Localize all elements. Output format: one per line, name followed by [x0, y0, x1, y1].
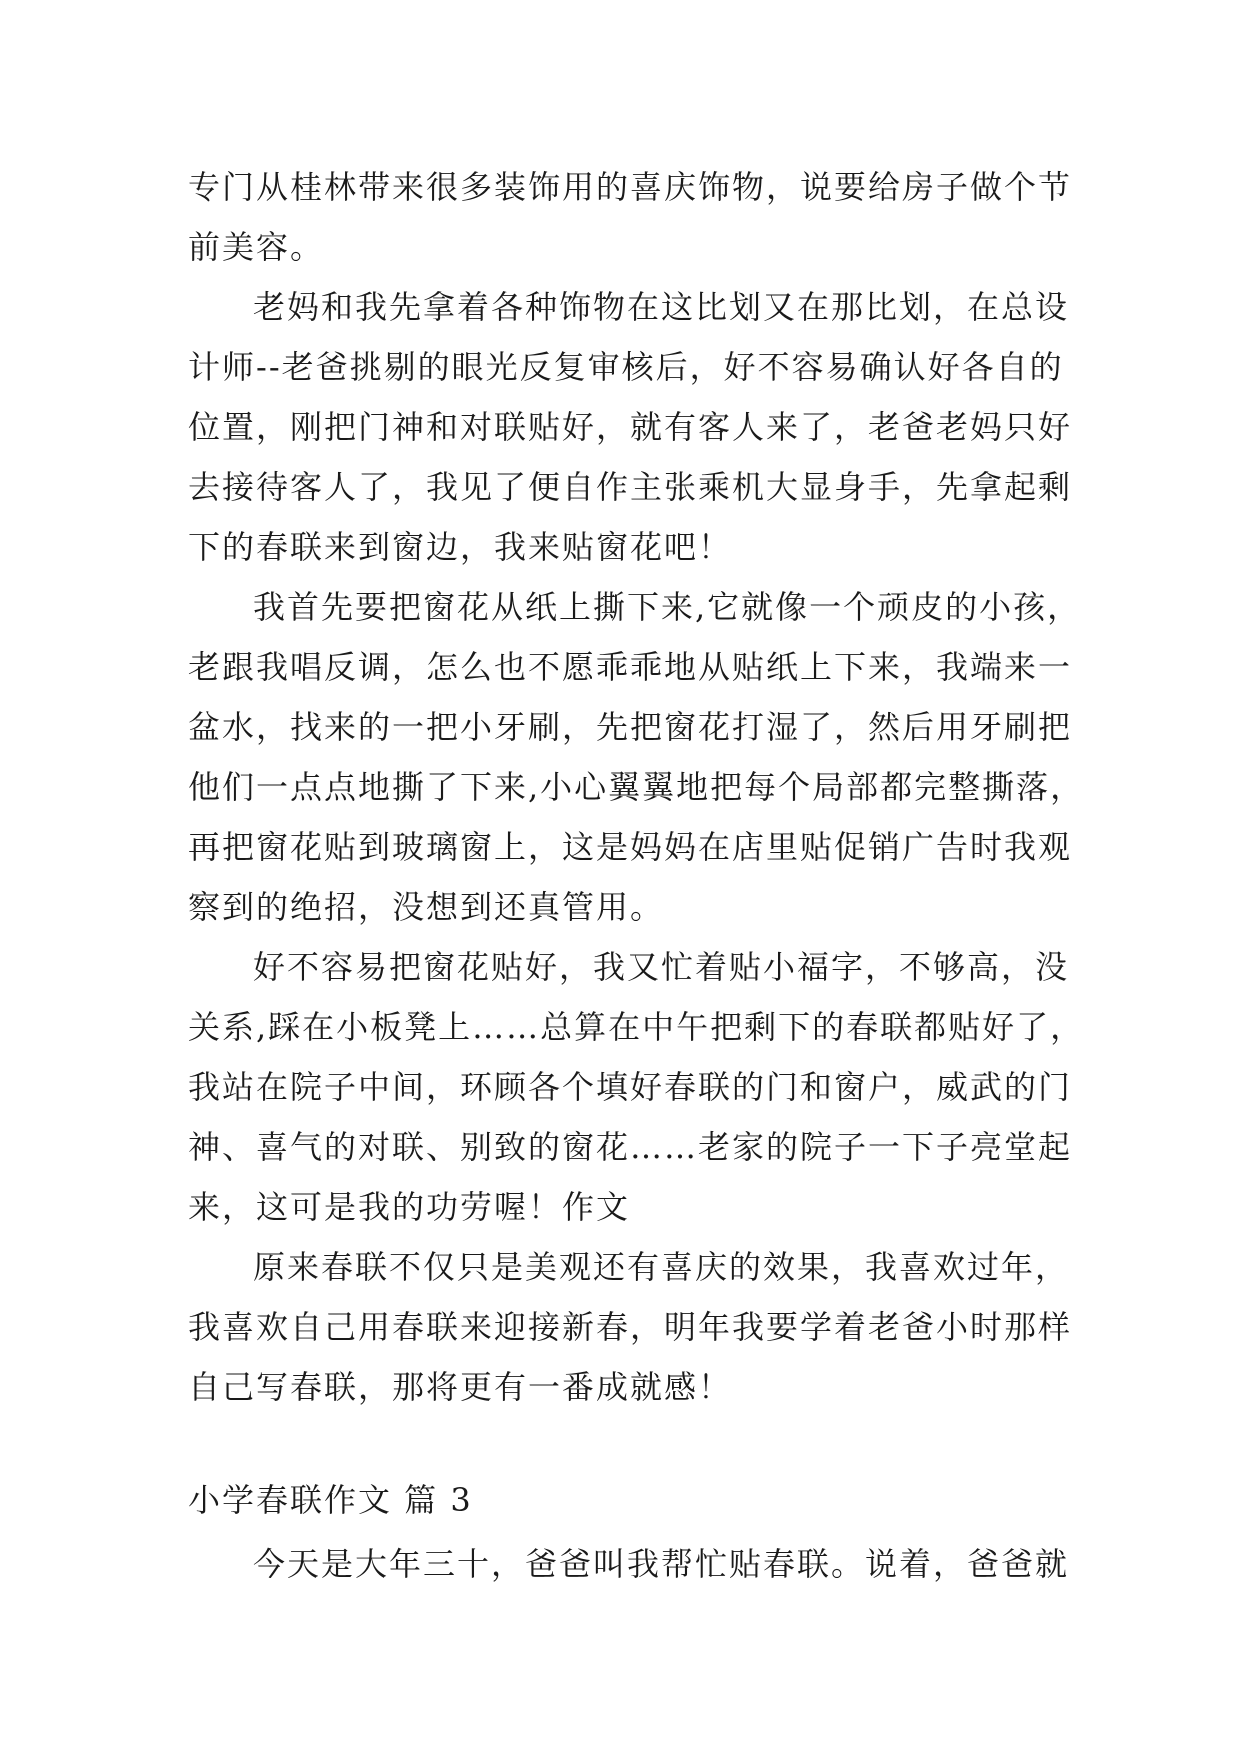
- text-line: 下的春联来到窗边，我来贴窗花吧！: [188, 528, 733, 566]
- paragraph-start-line: 今天是大年三十，爸爸叫我帮忙贴春联。说着，爸爸就: [253, 1545, 1070, 1583]
- text-line: 我站在院子中间，环顾各个填好春联的门和窗户，威武的门: [188, 1068, 1073, 1106]
- text-line: 他们一点点地撕了下来,小心翼翼地把每个局部都完整撕落，: [188, 768, 1085, 806]
- text-line: 自己写春联，那将更有一番成就感！: [188, 1368, 733, 1406]
- text-line: 老跟我唱反调，怎么也不愿乖乖地从贴纸上下来，我端来一: [188, 648, 1073, 686]
- text-line: 盆水，找来的一把小牙刷，先把窗花打湿了，然后用牙刷把: [188, 708, 1073, 746]
- paragraph-start-line: 原来春联不仅只是美观还有喜庆的效果，我喜欢过年，: [253, 1248, 1070, 1286]
- paragraph-start-line: 好不容易把窗花贴好，我又忙着贴小福字，不够高，没: [253, 948, 1070, 986]
- text-line: 来，这可是我的功劳喔！作文: [188, 1188, 631, 1226]
- text-line: 神、喜气的对联、别致的窗花……老家的院子一下子亮堂起: [188, 1128, 1073, 1166]
- text-line: 前美容。: [188, 228, 325, 266]
- text-line: 位置，刚把门神和对联贴好，就有客人来了，老爸老妈只好: [188, 408, 1073, 446]
- paragraph-start-line: 我首先要把窗花从纸上撕下来,它就像一个顽皮的小孩，: [253, 588, 1082, 626]
- section-heading: 小学春联作文 篇 3: [188, 1481, 473, 1519]
- text-line: 专门从桂林带来很多装饰用的喜庆饰物，说要给房子做个节: [188, 168, 1073, 206]
- text-line: 关系,踩在小板凳上……总算在中午把剩下的春联都贴好了，: [188, 1008, 1085, 1046]
- text-line: 我喜欢自己用春联来迎接新春，明年我要学着老爸小时那样: [188, 1308, 1073, 1346]
- text-line: 再把窗花贴到玻璃窗上，这是妈妈在店里贴促销广告时我观: [188, 828, 1073, 866]
- text-line: 察到的绝招，没想到还真管用。: [188, 888, 665, 926]
- paragraph-start-line: 老妈和我先拿着各种饰物在这比划又在那比划，在总设: [253, 288, 1070, 326]
- text-line: 计师--老爸挑剔的眼光反复审核后，好不容易确认好各自的: [188, 348, 1064, 386]
- text-line: 去接待客人了，我见了便自作主张乘机大显身手，先拿起剩: [188, 468, 1073, 506]
